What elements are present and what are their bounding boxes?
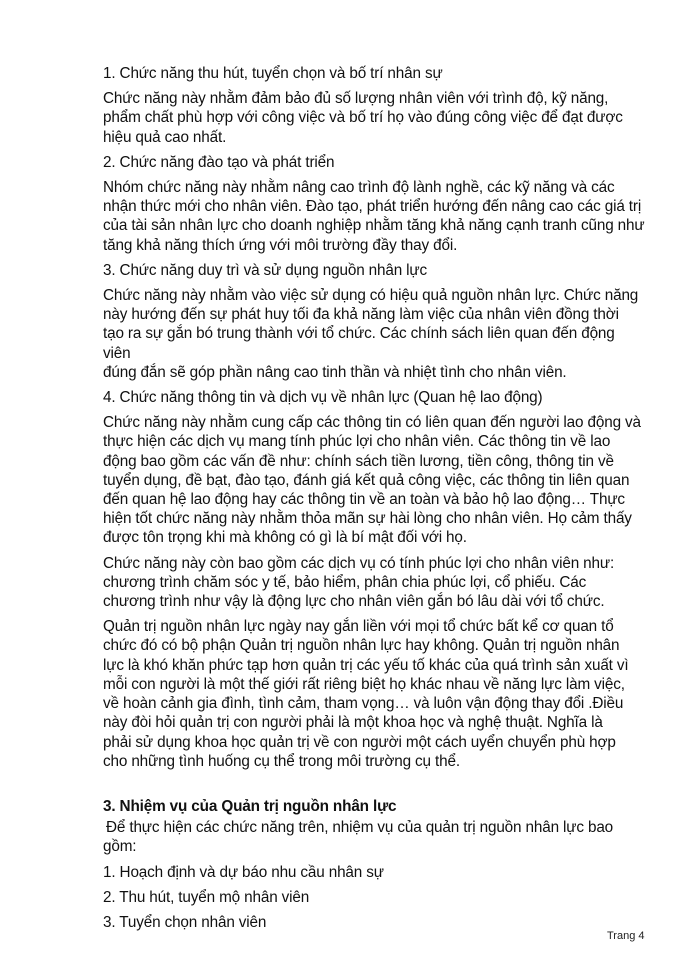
function-heading-2: 2. Chức năng đào tạo và phát triển	[103, 153, 335, 171]
page-number: Trang 4	[607, 930, 645, 942]
function-2-paragraph: Nhóm chức năng này nhằm nâng cao trình độ lành nghề, các kỹ năng và các nhận thức mới cho nhân viên. Đào tạo, phát triển hướng đến nâng cao các giá trị của tài sản nhân lực cho doanh nghiệp nhằm tăng khả năng cạnh tranh cũng như tăng khả năng thích ứng với môi trường đầy thay đổi.	[103, 179, 645, 254]
task-item-3: 3. Tuyển chọn nhân viên	[103, 913, 267, 931]
task-item-2: 2. Thu hút, tuyển mộ nhân viên	[103, 888, 310, 906]
task-item-1: 1. Hoạch định và dự báo nhu cầu nhân sự	[103, 863, 384, 881]
function-heading-1: 1. Chức năng thu hút, tuyển chọn và bố trí nhân sự	[103, 65, 443, 82]
document-body	[103, 64, 698, 938]
welfare-paragraph: Chức năng này còn bao gồm các dịch vụ có tính phúc lợi cho nhân viên như: chương trình chăm sóc y tế, bảo hiểm, phân chia phúc lợi, cổ phiếu. Các chương trình như vậy là động lực cho nhân viên gắn bó lâu dài với tổ chức.	[103, 554, 615, 611]
function-heading-4: 4. Chức năng thông tin và dịch vụ về nhân lực (Quan hệ lao động)	[103, 389, 543, 407]
function-1-paragraph: Chức năng này nhằm đảm bảo đủ số lượng nhân viên với trình độ, kỹ năng, phẩm chất phù hợp với công việc và bố trí họ vào đúng công việc để đạt được hiệu quả cao nhất.	[103, 90, 623, 146]
function-4-paragraph: Chức năng này nhằm cung cấp các thông tin có liên quan đến người lao động và thực hiện các dịch vụ mang tính phúc lợi cho nhân viên. Các thông tin về lao động bao gồm các vấn đề như: chính sách tiền lương, tiền công, thông tin về tuyển dụng, đề bạt, đào tạo, đánh giá kết quả công việc, các thông tin liên quan đến quan hệ lao động hay các thông tin về an toàn và bảo hộ lao động… Thực hiện tốt chức năng này nhằm thỏa mãn sự hài lòng cho nhân viên. Họ cảm thấy được tôn trọng khi mà không có gì là bí mật đối với họ.	[103, 414, 641, 547]
hrm-summary-paragraph: Quản trị nguồn nhân lực ngày nay gắn liền với mọi tổ chức bất kể cơ quan tổ chức đó có bộ phận Quản trị nguồn nhân lực hay không. Quản trị nguồn nhân lực là khó khăn phức tạp hơn quản trị các yếu tố khác của quá trình sản xuất vì mỗi con người là một thế giới rất riêng biệt họ khác nhau về năng lực làm việc, về hoàn cảnh gia đình, tình cảm, tham vọng… và luôn vận động thay đổi .Điều này đòi hỏi quản trị con người phải là một khoa học và nghệ thuật. Nghĩa là phải sử dụng khoa học quản trị về con người một cách uyển chuyển phù hợp cho những tình huống cụ thể trong môi trường cụ thể.	[103, 618, 629, 770]
function-3-paragraph: Chức năng này nhằm vào việc sử dụng có hiệu quả nguồn nhân lực. Chức năng này hướng đến sự phát huy tối đa khả năng làm việc của nhân viên đồng thời tạo ra sự gắn bó trung thành với tổ chức. Các chính sách liên quan đến động viên đúng đắn sẽ góp phần nâng cao tinh thần và nhiệt tình cho nhân viên.	[103, 287, 639, 381]
function-heading-3: 3. Chức năng duy trì và sử dụng nguồn nhân lực	[103, 261, 428, 279]
tasks-intro-paragraph: Để thực hiện các chức năng trên, nhiệm vụ của quản trị nguồn nhân lực bao gồm:	[103, 819, 614, 856]
section-title-tasks: 3. Nhiệm vụ của Quản trị nguồn nhân lực	[103, 797, 397, 815]
